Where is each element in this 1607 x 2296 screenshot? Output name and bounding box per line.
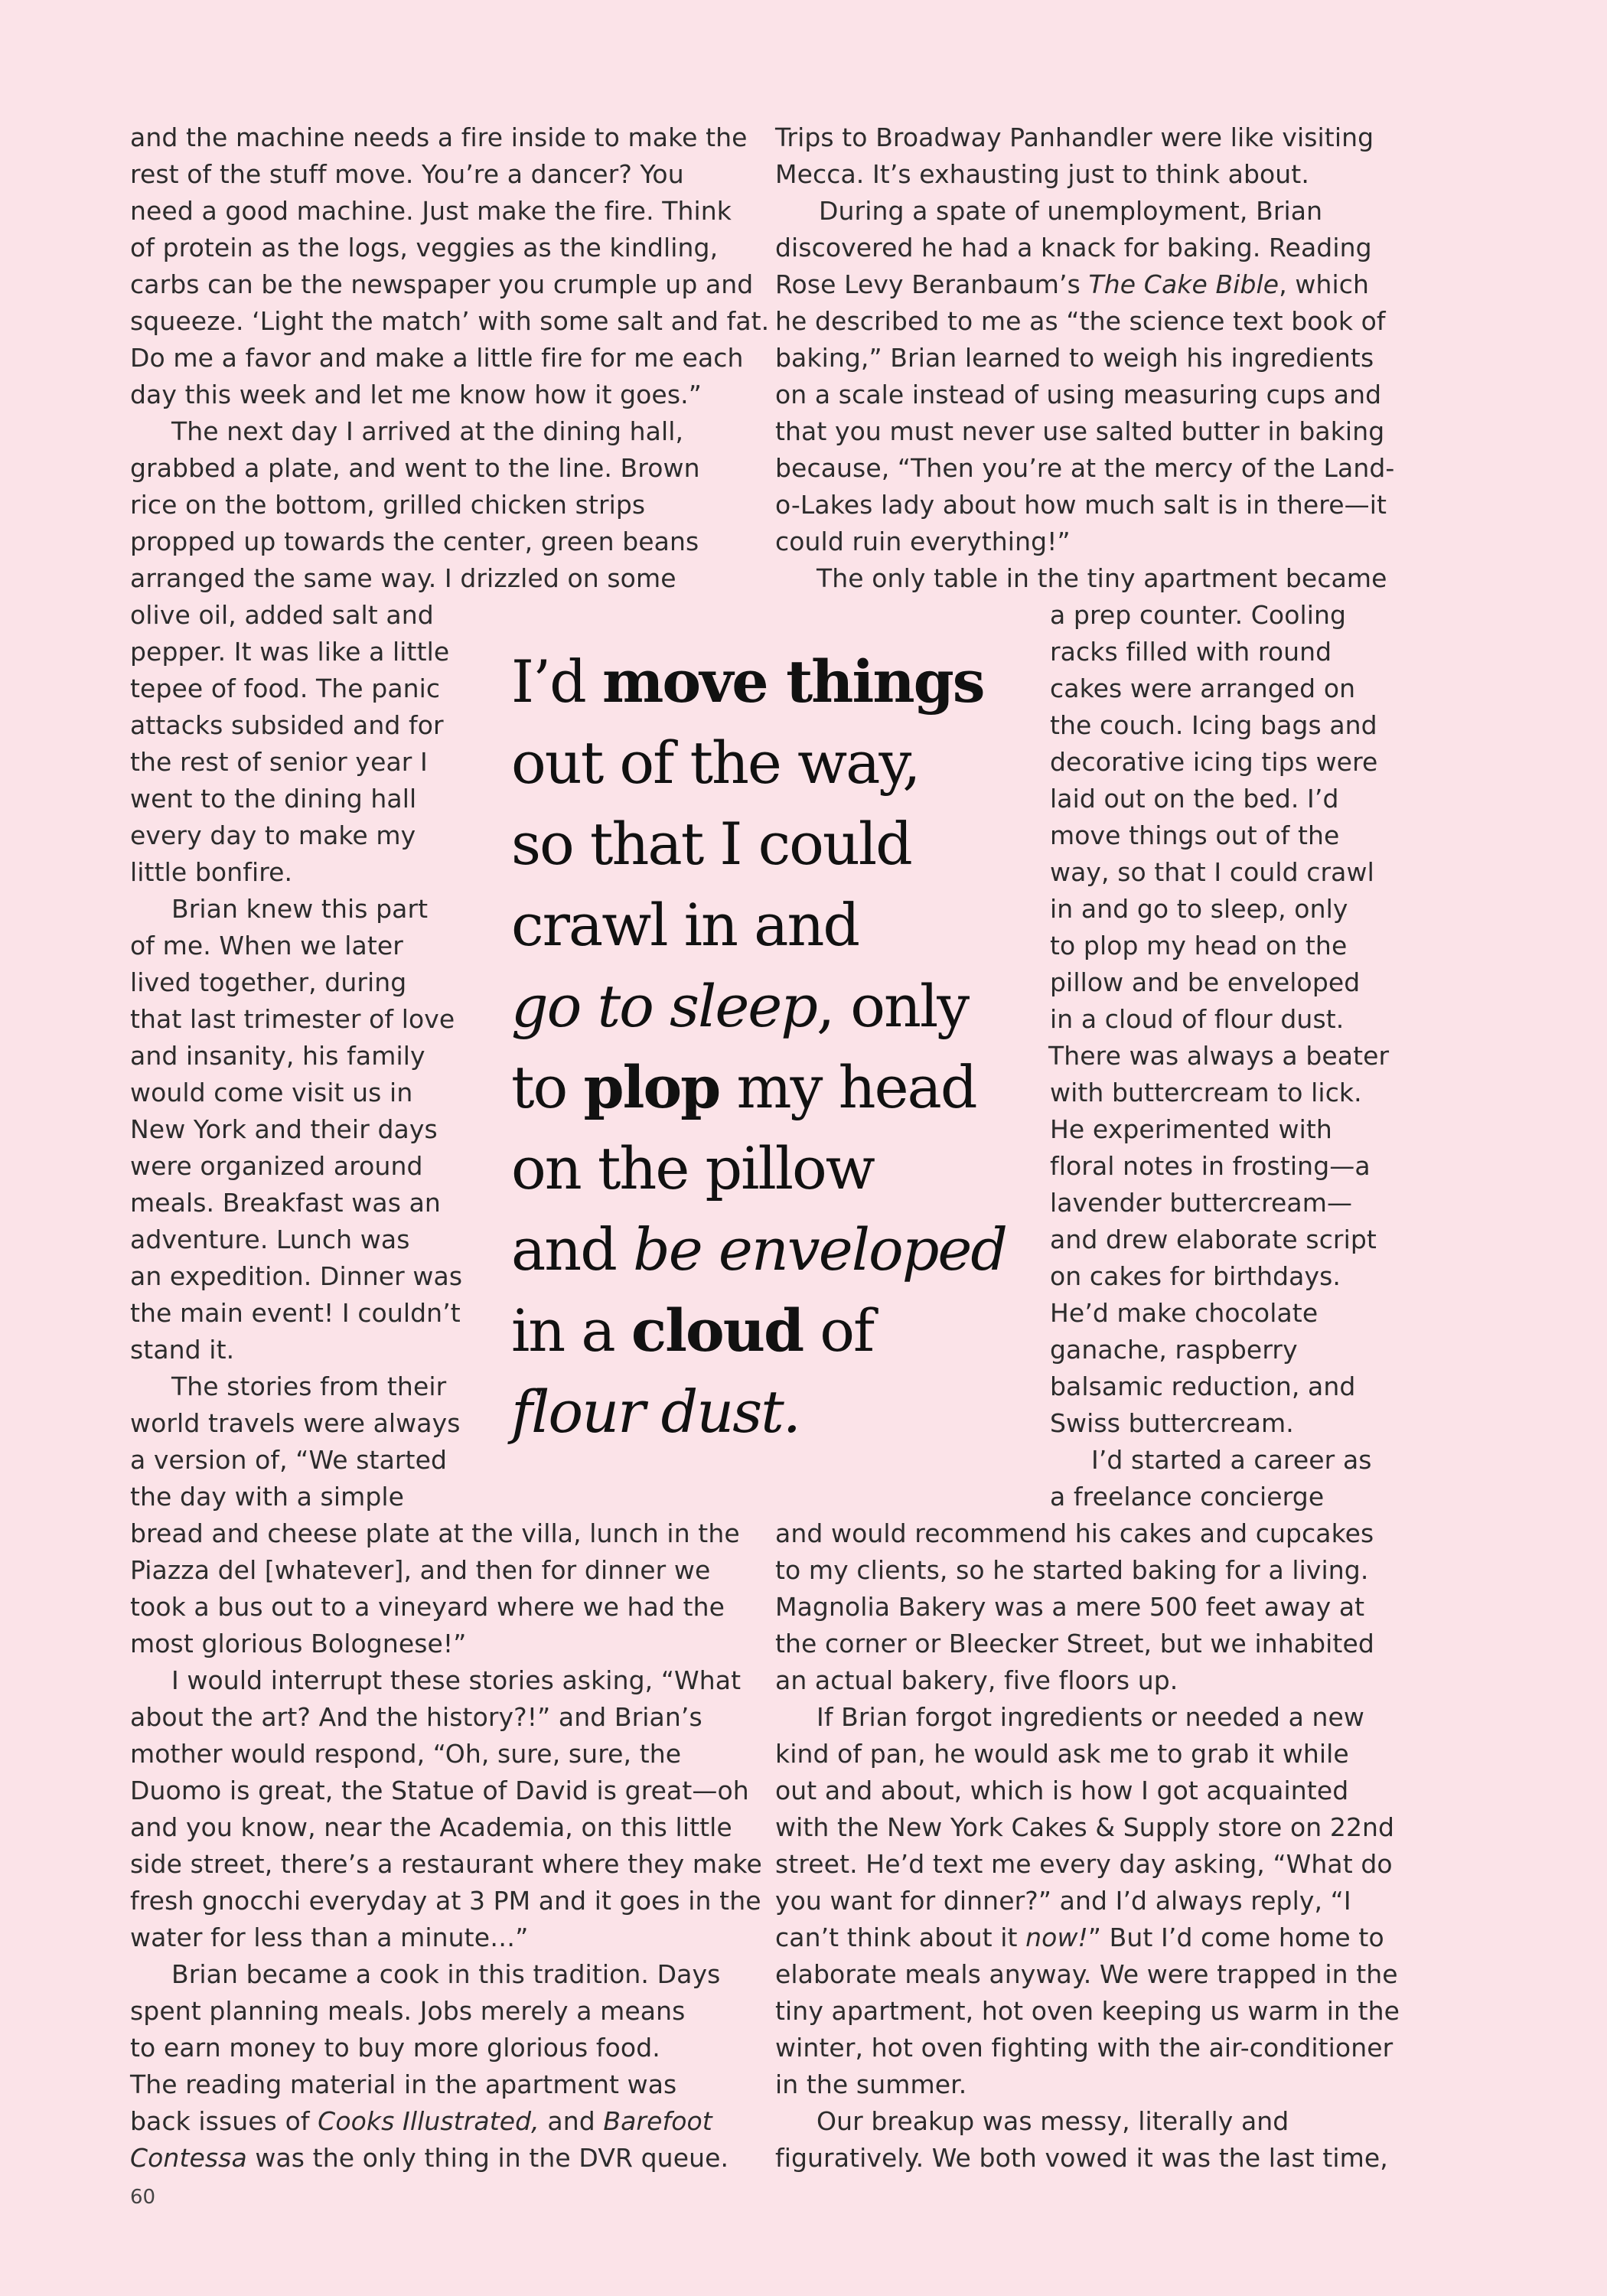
text-line: laid out on the bed. I’d bbox=[1050, 784, 1339, 814]
text-line: the day with a simple bbox=[130, 1482, 405, 1512]
text-line: baking,” Brian learned to weigh his ingredients bbox=[775, 343, 1374, 373]
text-line: a freelance concierge bbox=[1050, 1482, 1325, 1512]
text-line: he described to me as “the science text book of bbox=[775, 306, 1386, 336]
show-title: Barefoot bbox=[603, 2106, 712, 2136]
text-line: street. He’d text me every day asking, “What do bbox=[775, 1849, 1393, 1879]
text-line: The only table in the tiny apartment became bbox=[817, 563, 1387, 593]
text-line: the rest of senior year I bbox=[130, 747, 428, 777]
text-line: of me. When we later bbox=[130, 931, 403, 960]
text-line: pepper. It was like a little bbox=[130, 637, 450, 667]
pull-quote-line: go to sleep, only bbox=[511, 972, 969, 1040]
pull-quote-line: flour dust. bbox=[511, 1378, 800, 1446]
text-line: attacks subsided and for bbox=[130, 710, 444, 740]
text-line: would come visit us in bbox=[130, 1078, 413, 1107]
page-number: 60 bbox=[130, 2186, 156, 2209]
text-line: lived together, during bbox=[130, 967, 407, 997]
text-line: grabbed a plate, and went to the line. Brown bbox=[130, 453, 700, 483]
text-line: arranged the same way. I drizzled on some bbox=[130, 563, 676, 593]
text-line: rice on the bottom, grilled chicken strips bbox=[130, 490, 646, 520]
text-line: I’d started a career as bbox=[1091, 1445, 1372, 1475]
text-line: because, “Then you’re at the mercy of the Land- bbox=[775, 453, 1395, 483]
text-line: Our breakup was messy, literally and bbox=[817, 2106, 1289, 2136]
text-line: to my clients, so he started baking for a living. bbox=[775, 1555, 1369, 1585]
text-line: and drew elaborate script bbox=[1050, 1225, 1377, 1254]
text-line: lavender buttercream— bbox=[1050, 1188, 1353, 1218]
text-line: stand it. bbox=[130, 1335, 235, 1365]
text-line: ganache, raspberry bbox=[1050, 1335, 1298, 1365]
text-line: fresh gnocchi everyday at 3 PM and it goes in the bbox=[130, 1886, 761, 1916]
text-line: propped up towards the center, green beans bbox=[130, 527, 699, 556]
text-line: The reading material in the apartment was bbox=[130, 2069, 677, 2099]
text-line: winter, hot oven fighting with the air-conditioner bbox=[775, 2033, 1393, 2063]
text-line: with the New York Cakes & Supply store on 22nd bbox=[775, 1812, 1395, 1842]
text-line: Trips to Broadway Panhandler were like visiting bbox=[775, 122, 1374, 152]
text-line: figuratively. We both vowed it was the last time, bbox=[775, 2143, 1388, 2173]
text-line: Magnolia Bakery was a mere 500 feet away at bbox=[775, 1592, 1365, 1622]
text-line: side street, there’s a restaurant where they make bbox=[130, 1849, 762, 1879]
text-line: tepee of food. The panic bbox=[130, 673, 441, 703]
text-line: decorative icing tips were bbox=[1050, 747, 1378, 777]
text-line: to plop my head on the bbox=[1050, 931, 1348, 960]
text-line: you want for dinner?” and I’d always reply, “I bbox=[775, 1886, 1351, 1916]
text-line: squeeze. ‘Light the match’ with some salt and fat. bbox=[130, 306, 770, 336]
text-line: way, so that I could crawl bbox=[1050, 857, 1374, 887]
text-line: on a scale instead of using measuring cups and bbox=[775, 380, 1382, 409]
pull-quote-line: on the pillow bbox=[511, 1134, 874, 1202]
text-line: spent planning meals. Jobs merely a means bbox=[130, 1996, 686, 2026]
text-line: He experimented with bbox=[1050, 1114, 1332, 1144]
text-line: and the machine needs a fire inside to make the bbox=[130, 122, 748, 152]
book-title: The Cake Bible bbox=[1088, 269, 1279, 299]
text-line: and you know, near the Academia, on this little bbox=[130, 1812, 732, 1842]
text-line: day this week and let me know how it goes.” bbox=[130, 380, 702, 409]
text-line: need a good machine. Just make the fire. Think bbox=[130, 196, 732, 226]
text-line: a prep counter. Cooling bbox=[1050, 600, 1347, 630]
pull-quote-line: I’d move things bbox=[511, 647, 984, 716]
text-line: every day to make my bbox=[130, 820, 416, 850]
text-line: about the art? And the history?!” and Brian’s bbox=[130, 1702, 702, 1732]
text-line: There was always a beater bbox=[1048, 1041, 1390, 1071]
text-line: to earn money to buy more glorious food. bbox=[130, 2033, 660, 2063]
text-line: The stories from their bbox=[171, 1371, 447, 1401]
text-line: carbs can be the newspaper you crumple up and bbox=[130, 269, 754, 299]
text-line: were organized around bbox=[130, 1151, 423, 1181]
text-line: Duomo is great, the Statue of David is great—oh bbox=[130, 1776, 749, 1805]
pull-quote-line: crawl in and bbox=[511, 891, 859, 959]
text-line: an actual bakery, five floors up. bbox=[775, 1665, 1178, 1695]
text-line: little bonfire. bbox=[130, 857, 293, 887]
text-line: adventure. Lunch was bbox=[130, 1225, 410, 1254]
pull-quote-line: out of the way, bbox=[511, 729, 920, 797]
text-line: out and about, which is how I got acquainted bbox=[775, 1776, 1349, 1805]
text-line: the corner or Bleecker Street, but we inhabited bbox=[775, 1629, 1374, 1658]
text-line: During a spate of unemployment, Brian bbox=[819, 196, 1323, 226]
text-line: The next day I arrived at the dining hall, bbox=[171, 416, 684, 446]
pull-quote-line: to plop my head bbox=[511, 1053, 976, 1121]
text-line: that you must never use salted butter in baking bbox=[775, 416, 1385, 446]
text-line: the couch. Icing bags and bbox=[1050, 710, 1377, 740]
text-line: the main event! I couldn’t bbox=[130, 1298, 461, 1328]
text-line: tiny apartment, hot oven keeping us warm in the bbox=[775, 1996, 1400, 2026]
text-line: Mecca. It’s exhausting just to think about. bbox=[775, 159, 1309, 189]
text-line: kind of pan, he would ask me to grab it while bbox=[775, 1739, 1349, 1769]
text-line: with buttercream to lick. bbox=[1050, 1078, 1362, 1107]
text-line: took a bus out to a vineyard where we had the bbox=[130, 1592, 725, 1622]
text-line: If Brian forgot ingredients or needed a new bbox=[817, 1702, 1365, 1732]
text-line: pillow and be enveloped bbox=[1050, 967, 1361, 997]
text-line: elaborate meals anyway. We were trapped in the bbox=[775, 1959, 1398, 1989]
text-line: Piazza del [whatever], and then for dinner we bbox=[130, 1555, 711, 1585]
text-line: floral notes in frosting—a bbox=[1050, 1151, 1371, 1181]
text-line: back issues of Cooks Illustrated, and Barefoot bbox=[130, 2106, 712, 2136]
text-line: He’d make chocolate bbox=[1050, 1298, 1319, 1328]
text-line: world travels were always bbox=[130, 1408, 461, 1438]
text-line: on cakes for birthdays. bbox=[1050, 1261, 1341, 1291]
text-line: olive oil, added salt and bbox=[130, 600, 434, 630]
show-title: Contessa bbox=[130, 2143, 247, 2173]
text-line: most glorious Bolognese!” bbox=[130, 1629, 467, 1658]
text-line: Do me a favor and make a little fire for me each bbox=[130, 343, 744, 373]
text-line: Contessa was the only thing in the DVR queue. bbox=[130, 2143, 729, 2173]
pull-quote-line: and be enveloped bbox=[511, 1215, 1007, 1283]
pull-quote-line: so that I could bbox=[511, 810, 911, 878]
text-line: balsamic reduction, and bbox=[1050, 1371, 1356, 1401]
text-line: Brian became a cook in this tradition. Days bbox=[171, 1959, 721, 1989]
text-line: meals. Breakfast was an bbox=[130, 1188, 441, 1218]
pull-quote-line: in a cloud of bbox=[511, 1296, 874, 1365]
text-line: a version of, “We started bbox=[130, 1445, 448, 1475]
text-line: Swiss buttercream. bbox=[1050, 1408, 1294, 1438]
text-line: and would recommend his cakes and cupcakes bbox=[775, 1518, 1374, 1548]
text-line: could ruin everything!” bbox=[775, 527, 1071, 556]
text-line: discovered he had a knack for baking. Reading bbox=[775, 233, 1372, 263]
text-line: that last trimester of love bbox=[130, 1004, 455, 1034]
text-line: move things out of the bbox=[1050, 820, 1340, 850]
magazine-title: Cooks Illustrated, bbox=[318, 2106, 539, 2136]
text-line: Brian knew this part bbox=[171, 894, 429, 924]
text-line: in the summer. bbox=[775, 2069, 967, 2099]
text-line: cakes were arranged on bbox=[1050, 673, 1356, 703]
text-line: racks filled with round bbox=[1050, 637, 1332, 667]
text-line: went to the dining hall bbox=[130, 784, 417, 814]
text-line: an expedition. Dinner was bbox=[130, 1261, 463, 1291]
text-line: water for less than a minute…” bbox=[130, 1923, 529, 1952]
text-line: I would interrupt these stories asking, “What bbox=[171, 1665, 742, 1695]
text-line: Rose Levy Beranbaum’s The Cake Bible, which bbox=[775, 269, 1370, 299]
text-line: New York and their days bbox=[130, 1114, 438, 1144]
text-line: in a cloud of flour dust. bbox=[1050, 1004, 1345, 1034]
text-line: and insanity, his family bbox=[130, 1041, 425, 1071]
text-line: mother would respond, “Oh, sure, sure, the bbox=[130, 1739, 682, 1769]
text-line: bread and cheese plate at the villa, lunch in the bbox=[130, 1518, 740, 1548]
text-line: rest of the stuff move. You’re a dancer? You bbox=[130, 159, 684, 189]
emphasis-now: now! bbox=[1025, 1923, 1088, 1952]
text-line: in and go to sleep, only bbox=[1050, 894, 1348, 924]
text-line: o-Lakes lady about how much salt is in there—it bbox=[775, 490, 1387, 520]
text-line: of protein as the logs, veggies as the kindling, bbox=[130, 233, 719, 263]
text-line: can’t think about it now!” But I’d come home to bbox=[775, 1923, 1384, 1952]
